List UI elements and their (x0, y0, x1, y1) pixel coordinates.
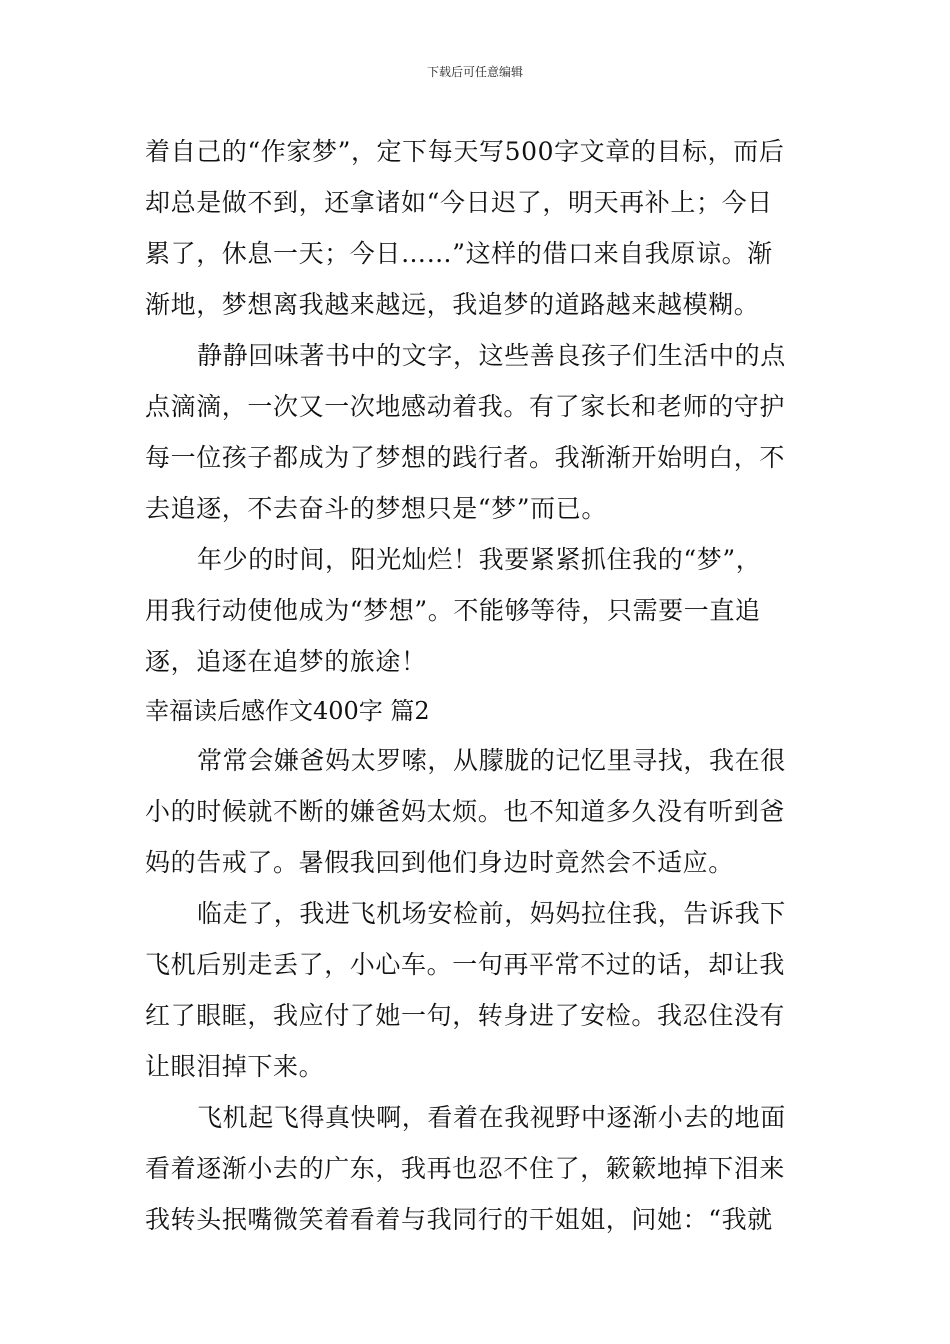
text-line: 常常会嫌爸妈太罗嗦，从朦胧的记忆里寻找，我在很 (197, 746, 786, 775)
text-line: 每一位孩子都成为了梦想的践行者。我渐渐开始明白，不 (145, 443, 786, 472)
text-line: 飞机后别走丢了，小心车。一句再平常不过的话，却让我 (145, 950, 786, 979)
document-body (145, 126, 811, 1245)
text-line: 渐地，梦想离我越来越远，我追梦的道路越来越模糊。 (145, 290, 760, 319)
text-line: 看着逐渐小去的广东，我再也忍不住了，簌簌地掉下泪来 (145, 1154, 786, 1183)
text-line: 着自己的“作家梦”，定下每天写500字文章的目标，而后 (145, 137, 785, 166)
text-line: 点滴滴，一次又一次地感动着我。有了家长和老师的守护 (145, 392, 786, 421)
text-line: 飞机起飞得真快啊，看着在我视野中逐渐小去的地面 (197, 1103, 786, 1132)
text-line: 逐，追逐在追梦的旅途！ (145, 647, 427, 676)
text-line: 去追逐，不去奋斗的梦想只是“梦”而已。 (145, 494, 607, 523)
text-line: 静静回味著书中的文字，这些善良孩子们生活中的点 (197, 341, 786, 370)
text-line: 红了眼眶，我应付了她一句，转身进了安检。我忍住没有 (145, 1001, 786, 1030)
text-line: 却总是做不到，还拿诸如“今日迟了，明天再补上；今日 (145, 188, 773, 217)
section-heading: 幸福读后感作文400字 篇2 (145, 697, 430, 725)
text-line: 临走了，我进飞机场安检前，妈妈拉住我，告诉我下 (197, 899, 786, 928)
text-line: 年少的时间，阳光灿烂！我要紧紧抓住我的“梦”， (197, 545, 762, 574)
text-line: 小的时候就不断的嫌爸妈太烦。也不知道多久没有听到爸 (145, 797, 786, 826)
text-line: 让眼泪掉下来。 (145, 1052, 325, 1081)
page-header: 下载后可任意编辑 (426, 65, 523, 79)
text-line: 我转头抿嘴微笑着看着与我同行的干姐姐，问她：“我就 (145, 1205, 773, 1234)
text-line: 累了，休息一天；今日……”这样的借口来自我原谅。渐 (145, 239, 773, 268)
text-line: 妈的告戒了。暑假我回到他们身边时竟然会不适应。 (145, 848, 734, 877)
text-line: 用我行动使他成为“梦想”。不能够等待，只需要一直追 (145, 596, 761, 625)
